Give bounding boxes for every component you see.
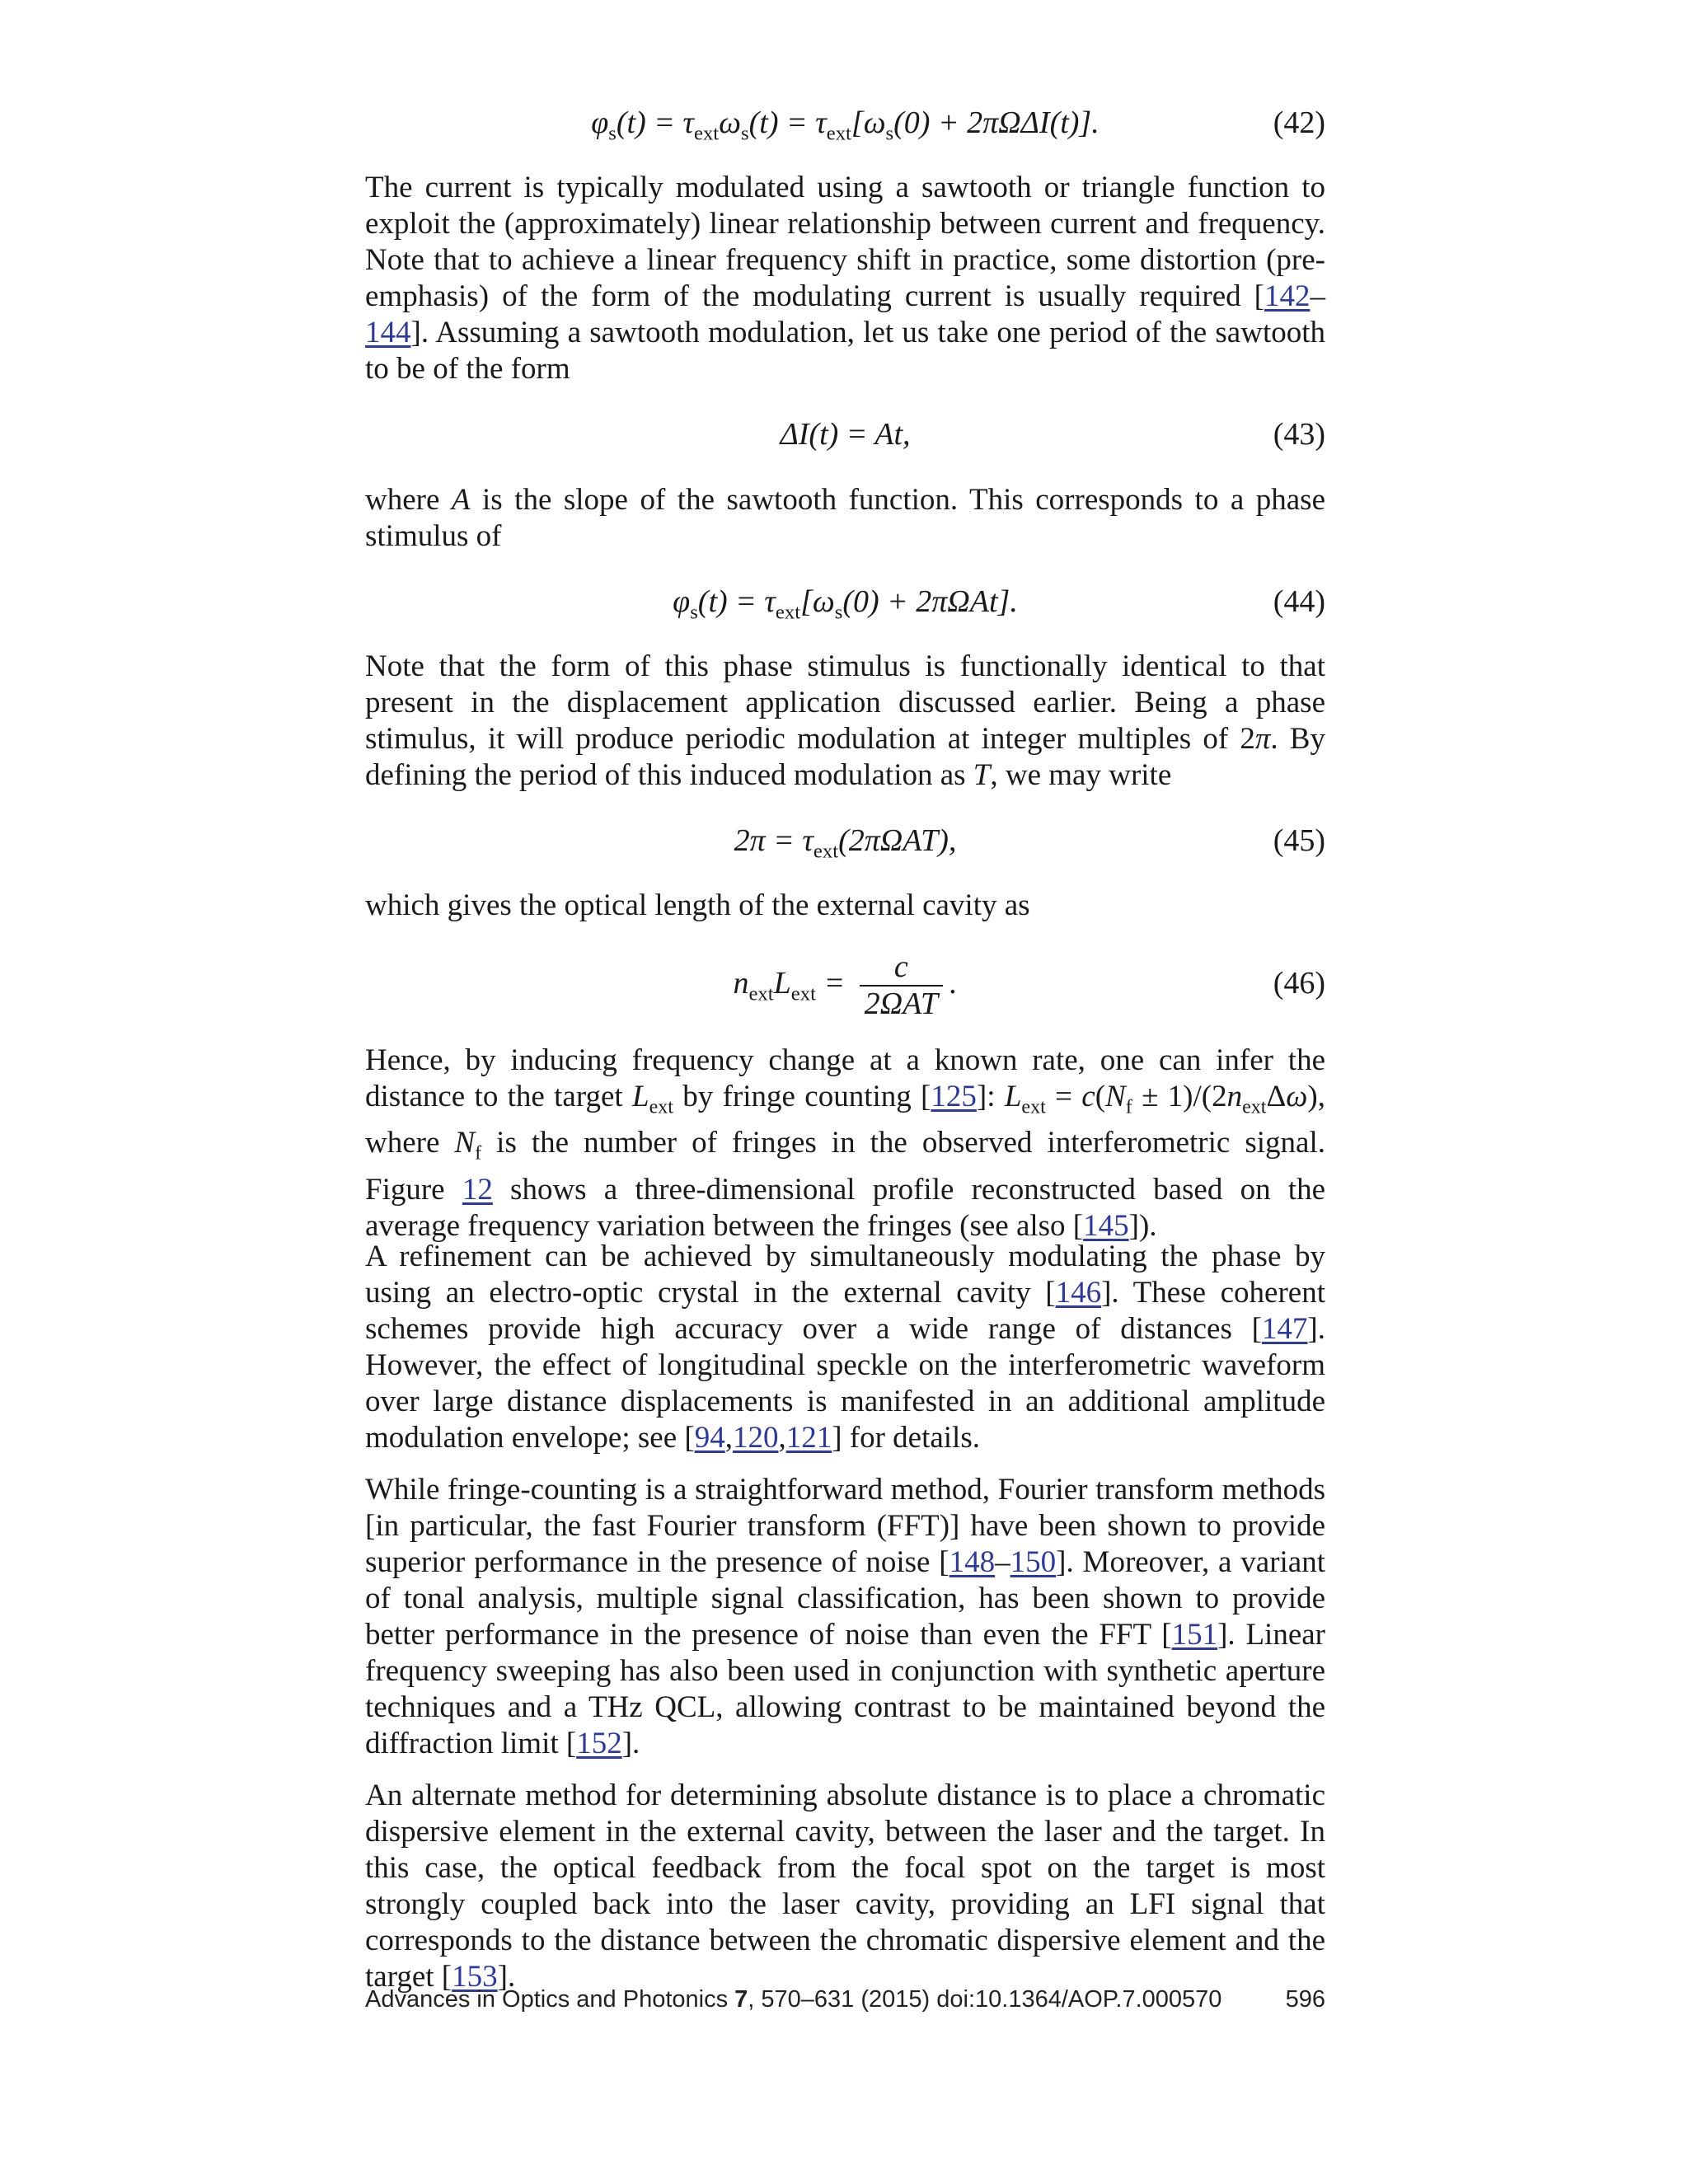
equation-42-body: $\varphi_s(t) = \tau_{ext}\omega_s(t) = \tau_{ext}[\omega_s(0) + 2\pi\Omega\Delta I(t)]$. [591,105,1100,145]
equation-42 [365,94,1325,152]
equation-46-fraction [860,949,943,1023]
paragraph-7: While fringe-counting is a straightforward method, Fourier transform methods [in particular, the fast Fourier transform (FFT)] have been shown to provide superior performance in the presence of noise [148–150]. Moreover, a variant of tonal analysis, multiple signal classification, has been shown to provide better performance in the presence of noise than even the FFT [151]. Linear frequency sweeping has also been used in conjunction with synthetic aperture techniques and a THz QCL, allowing contrast to be maintained beyond the diffraction limit [152]. [365,1473,1326,1760]
paragraph-5: Hence, by inducing frequency change at a known rate, one can infer the distance to the target $L_{ext}$ by fringe counting [125]: $L_{ext} = c(N_f \pm 1)/(2n_{ext}\Delta\omega)$, where $N_f$ is the number of fringes in the observed interferometric signal. Figure 12 shows a three-dimensional profile reconstructed based on the average frequency variation between the fringes (see also [145]). [365,1043,1325,1243]
paragraph-2: where A is the slope of the sawtooth function. This corresponds to a phase stimulus of [365,483,1325,553]
paragraph-1: The current is typically modulated using a sawtooth or triangle function to exploit the (approximately) linear relationship between current and frequency. Note that to achieve a linear frequency shift in practice, some distortion (pre-emphasis) of the form of the modulating current is usually required [142–144]. Assuming a sawtooth modulation, let us take one period of the sawtooth to be of the form [365,171,1325,386]
equation-44 [365,573,1325,630]
equation-42-number: (42) [1273,105,1325,140]
paragraph-6: A refinement can be achieved by simultaneously modulating the phase by using an electro-optic crystal in the external cavity [146]. These coherent schemes provide high accuracy over a wide range of distances [147]. However, the effect of longitudinal speckle on the interferometric waveform over large distance displacements is manifested in an additional amplitude modulation envelope; see [94,120,121] for details. [365,1240,1325,1455]
equation-45 [365,812,1325,869]
equation-43 [365,405,1325,463]
equation-43-body: ΔI(t) = At, [780,417,911,452]
equation-44-number: (44) [1273,584,1325,619]
ref-153-link[interactable]: 153 [452,1960,498,1994]
equation-46-numerator: c [893,949,908,984]
equation-45-number: (45) [1273,823,1325,858]
ref-151-link[interactable]: 151 [1171,1618,1218,1652]
paragraph-3: Note that the form of this phase stimulus is functionally identical to that present in the displacement application discussed earlier. Being a phase stimulus, it will produce periodic modulation at integer multiples of 2π. By defining the period of this induced modulation as T, we may write [365,649,1325,792]
equation-43-number: (43) [1273,417,1325,452]
ref-94-link[interactable]: 94 [694,1421,725,1455]
equation-46 [365,946,1325,1020]
footer-journal-name: Advances in Optics and Photonics [365,1986,729,2013]
ref-125-link[interactable]: 125 [931,1080,977,1113]
footer-volume: 7 [734,1986,748,2013]
ref-121-link[interactable]: 121 [785,1421,832,1455]
equation-44-body: $\varphi_s(t) = \tau_{ext}[\omega_s(0) + 2\pi\Omega At]$. [673,584,1018,624]
ref-148-link[interactable]: 148 [949,1545,996,1579]
equation-45-body: $2\pi = \tau_{ext}(2\pi\Omega AT)$, [734,823,957,863]
ref-147-link[interactable]: 147 [1261,1312,1308,1346]
ref-146-link[interactable]: 146 [1055,1276,1102,1310]
ref-144-link[interactable]: 144 [365,316,411,349]
ref-120-link[interactable]: 120 [732,1421,779,1455]
ref-145-link[interactable]: 145 [1083,1208,1129,1243]
equation-46-denominator: 2ΩAT [860,985,943,1023]
paragraph-4: which gives the optical length of the external cavity as [365,888,1030,922]
page-footer [365,1986,1325,2013]
equation-46-body: $n_{ext}L_{ext}$ = $\frac{c}{\text{2ΩAT}}$ . [733,949,958,1022]
figure-12-link[interactable]: 12 [462,1172,493,1207]
footer-citation: , 570–631 (2015) doi:10.1364/AOP.7.000570 [748,1986,1222,2013]
page-number: 596 [1285,1986,1325,2013]
equation-46-number: (46) [1273,966,1325,1001]
paragraph-8: An alternate method for determining absolute distance is to place a chromatic dispersive element in the external cavity, between the laser and the target. In this case, the optical feedback from the focal spot on the target is most strongly coupled back into the laser cavity, providing an LFI signal that corresponds to the distance between the chromatic dispersive element and the target [153]. [365,1779,1325,1994]
ref-142-link[interactable]: 142 [1264,279,1311,313]
ref-150-link[interactable]: 150 [1010,1545,1057,1579]
ref-152-link[interactable]: 152 [576,1727,622,1760]
